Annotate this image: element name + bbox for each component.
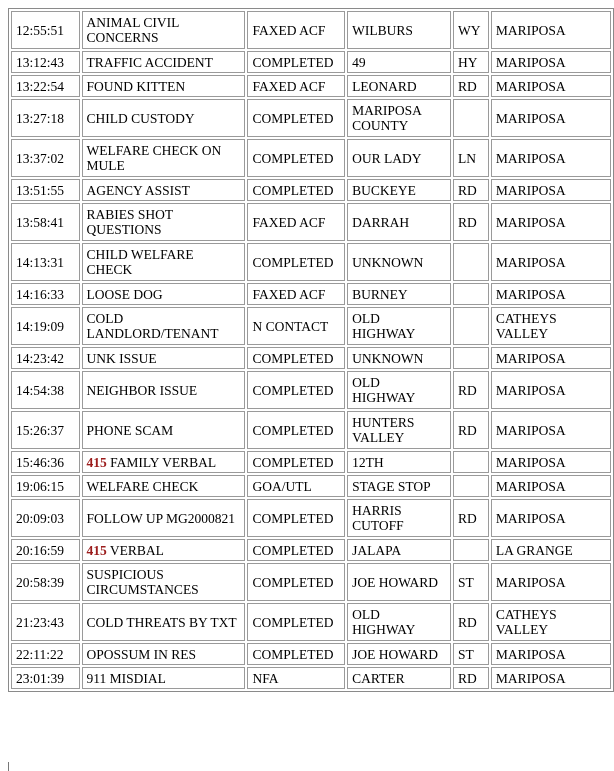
street-name: OUR LADY: [352, 150, 422, 166]
call-status-cell: [247, 283, 345, 305]
street-name: LEONARD: [352, 78, 417, 94]
street-name-cell: [347, 603, 451, 641]
call-time-cell: [11, 563, 80, 601]
street-name: DARRAH: [352, 214, 410, 230]
street-name: 12TH: [352, 454, 384, 470]
table-row: [11, 283, 611, 305]
city-name-cell: [491, 179, 611, 201]
call-time-cell: [11, 283, 80, 305]
city-name: MARIPOSA: [495, 454, 566, 470]
city-name: MARIPOSA: [495, 150, 566, 166]
street-name-cell: [347, 307, 451, 345]
call-type: VERBAL: [109, 542, 164, 558]
call-time: 13:37:02: [16, 150, 65, 166]
street-name-cell: [347, 139, 451, 177]
city-name: MARIPOSA: [495, 214, 566, 230]
city-name-cell: [491, 75, 611, 97]
street-suffix-cell: [453, 539, 489, 561]
call-time: 13:27:18: [16, 110, 65, 126]
call-time-cell: [11, 539, 80, 561]
call-time-cell: [11, 347, 80, 369]
call-type-cell: [82, 563, 246, 601]
call-type-cell: [82, 643, 246, 665]
street-suffix-cell: [453, 11, 489, 49]
call-time: 15:46:36: [16, 454, 65, 470]
street-name-cell: [347, 347, 451, 369]
call-status: COMPLETED: [252, 614, 334, 630]
street-name: JOE HOWARD: [352, 646, 438, 662]
street-name: UNKNOWN: [352, 350, 424, 366]
street-suffix: RD: [458, 382, 477, 398]
table-row: [11, 499, 611, 537]
call-type-cell: [82, 347, 246, 369]
street-name-cell: [347, 475, 451, 497]
call-status: COMPLETED: [252, 542, 334, 558]
table-row: [11, 563, 611, 601]
table-row: [11, 11, 611, 49]
call-type: CHILD WELFARE CHECK: [86, 247, 194, 277]
street-suffix: RD: [458, 182, 477, 198]
street-suffix-cell: [453, 371, 489, 409]
table-row: [11, 203, 611, 241]
call-time-cell: [11, 75, 80, 97]
table-row: [11, 307, 611, 345]
street-name: WILBURS: [352, 22, 413, 38]
street-name: MARIPOSA COUNTY: [352, 103, 422, 133]
street-suffix-cell: [453, 347, 489, 369]
city-name: MARIPOSA: [495, 670, 566, 686]
table-row: [11, 475, 611, 497]
call-type: NEIGHBOR ISSUE: [86, 382, 198, 398]
call-status-cell: [247, 499, 345, 537]
call-type: OPOSSUM IN RES: [86, 646, 197, 662]
street-name-cell: [347, 667, 451, 689]
city-name-cell: [491, 283, 611, 305]
street-name-cell: [347, 563, 451, 601]
call-status: COMPLETED: [252, 510, 334, 526]
call-type: TRAFFIC ACCIDENT: [86, 54, 213, 70]
street-suffix: RD: [458, 422, 477, 438]
city-name-cell: [491, 539, 611, 561]
city-name: MARIPOSA: [495, 22, 566, 38]
street-name: HARRIS CUTOFF: [352, 503, 404, 533]
city-name-cell: [491, 51, 611, 73]
call-status: COMPLETED: [252, 110, 334, 126]
penal-code-label: 415: [86, 454, 107, 470]
street-suffix-cell: [453, 499, 489, 537]
city-name-cell: [491, 451, 611, 473]
call-time-cell: [11, 451, 80, 473]
street-name-cell: [347, 371, 451, 409]
call-status-cell: [247, 475, 345, 497]
street-name-cell: [347, 499, 451, 537]
call-time: 20:09:03: [16, 510, 65, 526]
city-name-cell: [491, 307, 611, 345]
call-type-cell: [82, 475, 246, 497]
call-type-cell: [82, 499, 246, 537]
table-row: [11, 139, 611, 177]
table-row: [11, 243, 611, 281]
call-status: COMPLETED: [252, 646, 334, 662]
call-type: COLD THREATS BY TXT: [86, 614, 237, 630]
street-name: JOE HOWARD: [352, 574, 438, 590]
call-time-cell: [11, 475, 80, 497]
call-status: COMPLETED: [252, 454, 334, 470]
call-status-cell: [247, 307, 345, 345]
call-type-cell: [82, 603, 246, 641]
call-status: COMPLETED: [252, 54, 334, 70]
call-time: 14:23:42: [16, 350, 65, 366]
city-name-cell: [491, 347, 611, 369]
call-status-cell: [247, 603, 345, 641]
page-edge-mark: [8, 762, 9, 771]
call-type: CHILD CUSTODY: [86, 110, 195, 126]
call-status-cell: [247, 243, 345, 281]
call-type-cell: [82, 51, 246, 73]
call-type: FOUND KITTEN: [86, 78, 186, 94]
call-type: AGENCY ASSIST: [86, 182, 190, 198]
street-suffix-cell: [453, 475, 489, 497]
call-status-cell: [247, 99, 345, 137]
call-status: N CONTACT: [252, 318, 329, 334]
call-time: 13:12:43: [16, 54, 65, 70]
call-status: FAXED ACF: [252, 22, 326, 38]
street-name: 49: [352, 54, 366, 70]
street-suffix: HY: [458, 54, 478, 70]
table-row: [11, 347, 611, 369]
city-name: MARIPOSA: [495, 78, 566, 94]
street-suffix-cell: [453, 411, 489, 449]
call-type: FOLLOW UP MG2000821: [86, 510, 236, 526]
street-name-cell: [347, 99, 451, 137]
street-suffix: RD: [458, 510, 477, 526]
street-name: OLD HIGHWAY: [352, 607, 416, 637]
street-name-cell: [347, 643, 451, 665]
call-time: 20:58:39: [16, 574, 65, 590]
city-name: CATHEYS VALLEY: [495, 607, 557, 637]
call-type-cell: [82, 307, 246, 345]
street-name: STAGE STOP: [352, 478, 431, 494]
table-row: [11, 539, 611, 561]
call-time-cell: [11, 307, 80, 345]
city-name: LA GRANGE: [495, 542, 573, 558]
call-time: 12:55:51: [16, 22, 65, 38]
street-name-cell: [347, 283, 451, 305]
call-status-cell: [247, 371, 345, 409]
call-time-cell: [11, 11, 80, 49]
street-name: OLD HIGHWAY: [352, 375, 416, 405]
city-name-cell: [491, 139, 611, 177]
call-status-cell: [247, 667, 345, 689]
call-time: 23:01:39: [16, 670, 65, 686]
city-name-cell: [491, 99, 611, 137]
city-name-cell: [491, 499, 611, 537]
call-status-cell: [247, 11, 345, 49]
call-time: 21:23:43: [16, 614, 65, 630]
city-name: MARIPOSA: [495, 574, 566, 590]
call-type-cell: [82, 667, 246, 689]
table-row: [11, 179, 611, 201]
call-time-cell: [11, 179, 80, 201]
call-time-cell: [11, 643, 80, 665]
street-name: HUNTERS VALLEY: [352, 415, 415, 445]
call-status-cell: [247, 179, 345, 201]
city-name: CATHEYS VALLEY: [495, 311, 557, 341]
street-suffix-cell: [453, 451, 489, 473]
street-name-cell: [347, 11, 451, 49]
call-status-cell: [247, 539, 345, 561]
call-time-cell: [11, 667, 80, 689]
street-name: JALAPA: [352, 542, 402, 558]
street-suffix: RD: [458, 214, 477, 230]
call-status-cell: [247, 451, 345, 473]
call-time: 22:11:22: [16, 646, 64, 662]
city-name-cell: [491, 475, 611, 497]
call-time-cell: [11, 499, 80, 537]
city-name: MARIPOSA: [495, 422, 566, 438]
table-row: [11, 603, 611, 641]
street-suffix: WY: [458, 22, 481, 38]
city-name: MARIPOSA: [495, 382, 566, 398]
call-time-cell: [11, 139, 80, 177]
street-name-cell: [347, 203, 451, 241]
call-type: SUSPICIOUS CIRCUMSTANCES: [86, 567, 199, 597]
call-type-cell: [82, 539, 246, 561]
call-time: 14:19:09: [16, 318, 65, 334]
call-status: COMPLETED: [252, 350, 334, 366]
call-type: FAMILY VERBAL: [110, 454, 217, 470]
city-name: MARIPOSA: [495, 110, 566, 126]
table-row: [11, 75, 611, 97]
call-type-cell: [82, 99, 246, 137]
street-suffix-cell: [453, 667, 489, 689]
call-type: COLD LANDLORD/TENANT: [86, 311, 219, 341]
call-status: COMPLETED: [252, 182, 334, 198]
table-row: [11, 51, 611, 73]
call-type-cell: [82, 75, 246, 97]
call-status: NFA: [252, 670, 279, 686]
city-name: MARIPOSA: [495, 478, 566, 494]
call-type-cell: [82, 203, 246, 241]
call-type-cell: [82, 11, 246, 49]
call-log-body: [11, 11, 611, 689]
city-name-cell: [491, 411, 611, 449]
city-name: MARIPOSA: [495, 350, 566, 366]
street-suffix-cell: [453, 283, 489, 305]
call-time-cell: [11, 99, 80, 137]
call-status: COMPLETED: [252, 422, 334, 438]
call-type: ANIMAL CIVIL CONCERNS: [86, 15, 179, 45]
city-name: MARIPOSA: [495, 646, 566, 662]
call-time-cell: [11, 371, 80, 409]
street-name: BURNEY: [352, 286, 408, 302]
street-name-cell: [347, 75, 451, 97]
call-type: LOOSE DOG: [86, 286, 163, 302]
call-status: FAXED ACF: [252, 214, 326, 230]
city-name-cell: [491, 603, 611, 641]
street-suffix-cell: [453, 563, 489, 601]
penal-code-label: 415: [86, 542, 107, 558]
call-time-cell: [11, 243, 80, 281]
call-type-cell: [82, 411, 246, 449]
street-suffix-cell: [453, 643, 489, 665]
call-status-cell: [247, 411, 345, 449]
call-status-cell: [247, 51, 345, 73]
city-name-cell: [491, 243, 611, 281]
street-suffix: RD: [458, 78, 477, 94]
call-status: FAXED ACF: [252, 286, 326, 302]
table-row: [11, 411, 611, 449]
call-status-cell: [247, 139, 345, 177]
call-type-cell: [82, 243, 246, 281]
call-time-cell: [11, 51, 80, 73]
street-suffix-cell: [453, 51, 489, 73]
call-type-cell: [82, 451, 246, 473]
call-time: 20:16:59: [16, 542, 65, 558]
table-row: [11, 667, 611, 689]
table-row: [11, 371, 611, 409]
call-time-cell: [11, 411, 80, 449]
city-name-cell: [491, 203, 611, 241]
call-status: FAXED ACF: [252, 78, 326, 94]
street-suffix: RD: [458, 614, 477, 630]
street-name-cell: [347, 539, 451, 561]
street-name-cell: [347, 451, 451, 473]
city-name-cell: [491, 563, 611, 601]
call-status-cell: [247, 563, 345, 601]
street-suffix: ST: [458, 574, 474, 590]
street-name: UNKNOWN: [352, 254, 424, 270]
street-suffix-cell: [453, 307, 489, 345]
call-status: GOA/UTL: [252, 478, 312, 494]
city-name: MARIPOSA: [495, 54, 566, 70]
call-status-cell: [247, 203, 345, 241]
call-status-cell: [247, 347, 345, 369]
street-name: OLD HIGHWAY: [352, 311, 416, 341]
city-name-cell: [491, 643, 611, 665]
city-name-cell: [491, 371, 611, 409]
call-status-cell: [247, 75, 345, 97]
call-status: COMPLETED: [252, 150, 334, 166]
call-type: UNK ISSUE: [86, 350, 157, 366]
street-suffix: LN: [458, 150, 477, 166]
city-name-cell: [491, 667, 611, 689]
call-type-cell: [82, 371, 246, 409]
street-suffix-cell: [453, 139, 489, 177]
call-time-cell: [11, 203, 80, 241]
table-row: [11, 99, 611, 137]
table-row: [11, 643, 611, 665]
call-time: 19:06:15: [16, 478, 65, 494]
street-name-cell: [347, 411, 451, 449]
street-suffix-cell: [453, 603, 489, 641]
street-name-cell: [347, 51, 451, 73]
call-status: COMPLETED: [252, 574, 334, 590]
city-name: MARIPOSA: [495, 182, 566, 198]
call-type-cell: [82, 139, 246, 177]
call-log-table: [8, 8, 614, 692]
call-type: WELFARE CHECK ON MULE: [86, 143, 222, 173]
street-suffix-cell: [453, 75, 489, 97]
street-suffix: RD: [458, 670, 477, 686]
call-status: COMPLETED: [252, 382, 334, 398]
street-name: CARTER: [352, 670, 405, 686]
call-status-cell: [247, 643, 345, 665]
city-name-cell: [491, 11, 611, 49]
call-type: PHONE SCAM: [86, 422, 174, 438]
call-type-cell: [82, 179, 246, 201]
call-time: 13:58:41: [16, 214, 65, 230]
call-time: 14:16:33: [16, 286, 65, 302]
street-suffix-cell: [453, 179, 489, 201]
street-suffix-cell: [453, 203, 489, 241]
city-name: MARIPOSA: [495, 254, 566, 270]
city-name: MARIPOSA: [495, 286, 566, 302]
call-time: 14:54:38: [16, 382, 65, 398]
street-name-cell: [347, 179, 451, 201]
call-time: 13:51:55: [16, 182, 65, 198]
call-time-cell: [11, 603, 80, 641]
call-time: 15:26:37: [16, 422, 65, 438]
call-time: 13:22:54: [16, 78, 65, 94]
street-name: BUCKEYE: [352, 182, 416, 198]
street-suffix: ST: [458, 646, 474, 662]
call-type: 911 MISDIAL: [86, 670, 166, 686]
street-name-cell: [347, 243, 451, 281]
call-time: 14:13:31: [16, 254, 65, 270]
call-type-cell: [82, 283, 246, 305]
street-suffix-cell: [453, 99, 489, 137]
call-status: COMPLETED: [252, 254, 334, 270]
call-type: WELFARE CHECK: [86, 478, 199, 494]
table-row: [11, 451, 611, 473]
city-name: MARIPOSA: [495, 510, 566, 526]
street-suffix-cell: [453, 243, 489, 281]
call-type: RABIES SHOT QUESTIONS: [86, 207, 173, 237]
